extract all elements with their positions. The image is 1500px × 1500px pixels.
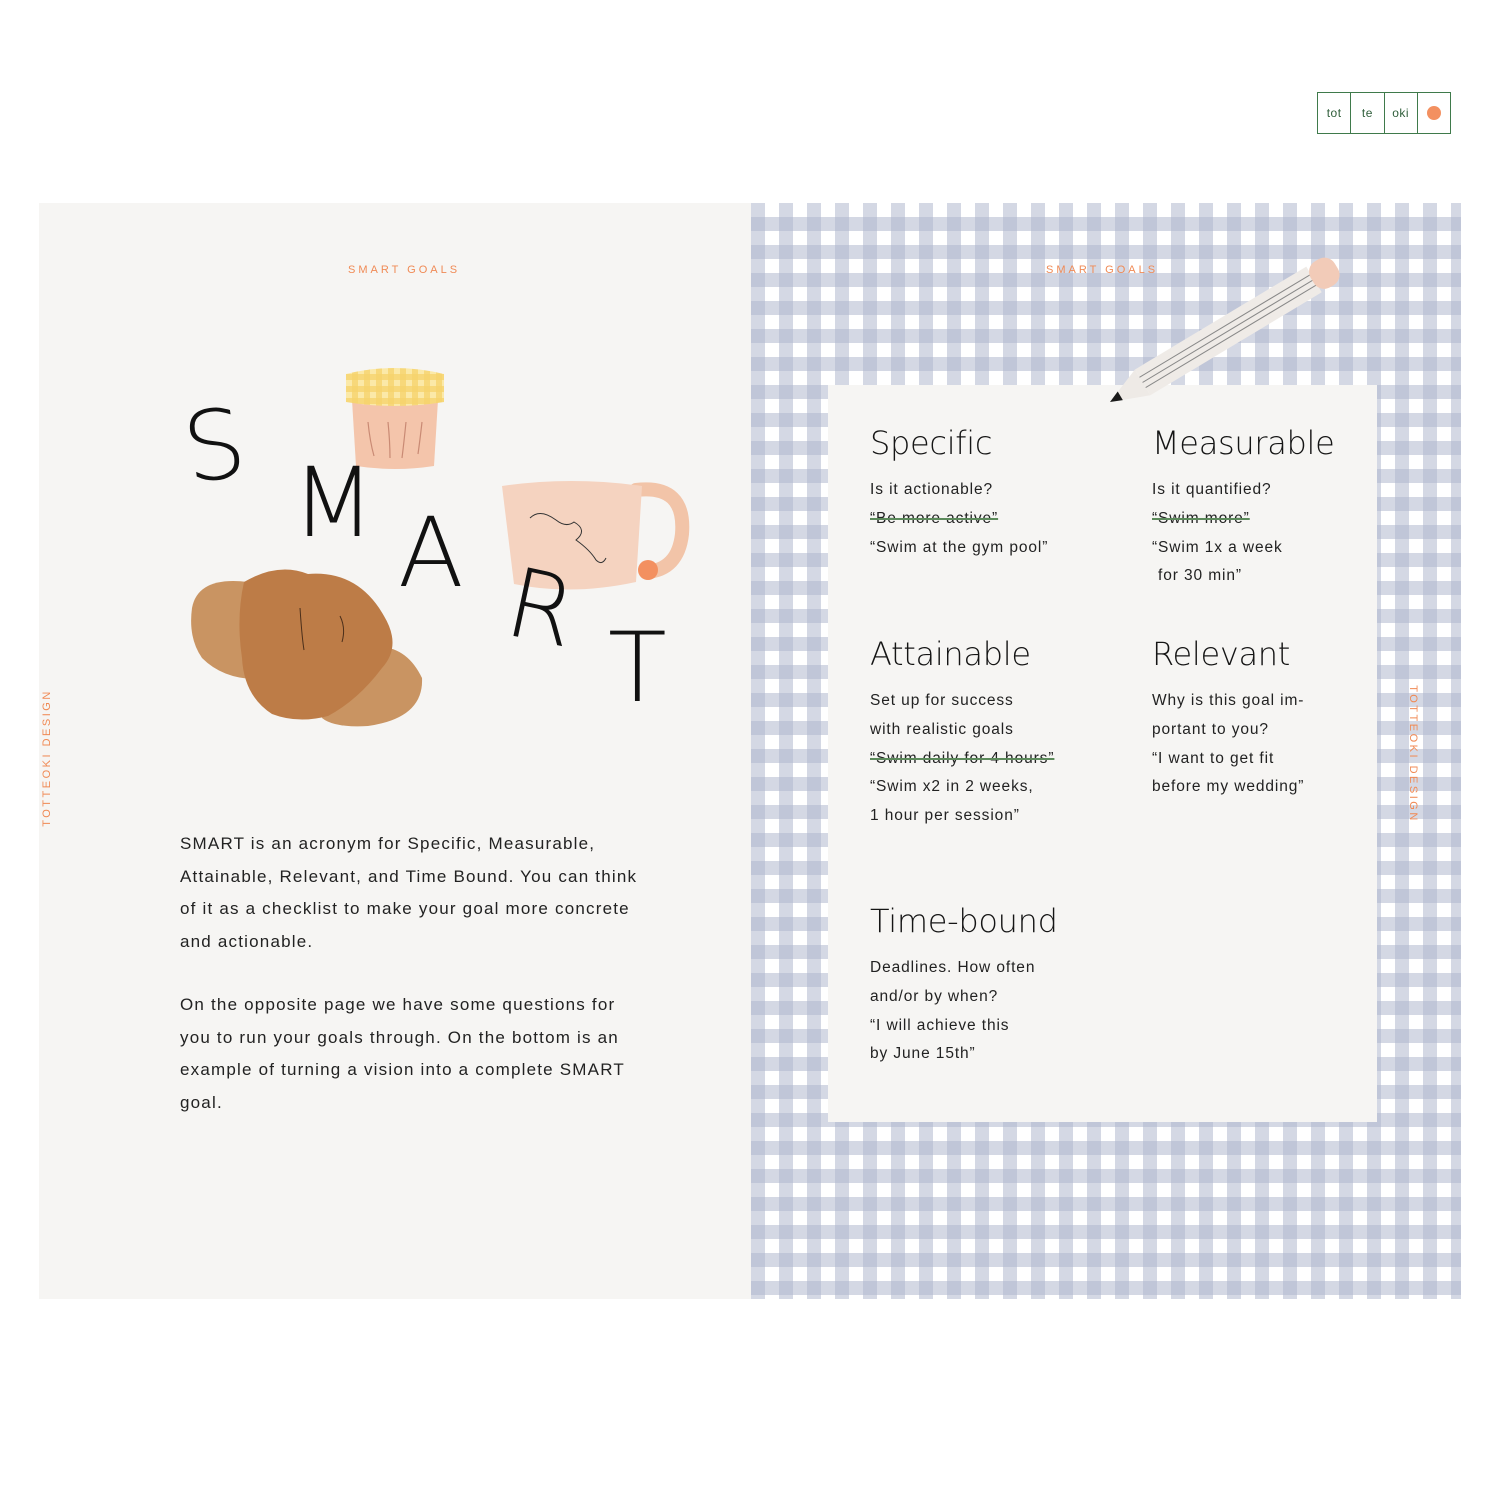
left-side-label: TOTTEOKI DESIGN <box>40 689 53 827</box>
item-line: Is it actionable? <box>870 481 994 498</box>
left-running-head: SMART GOALS <box>348 264 461 276</box>
item-line: before my wedding” <box>1152 778 1305 796</box>
item-title: Attainable <box>870 635 1031 673</box>
title-letter-a: A <box>398 497 464 609</box>
item-title: Relevant <box>1152 635 1291 673</box>
struck-example: “Swim daily for 4 hours” <box>870 749 1055 767</box>
item-line: 1 hour per session” <box>870 807 1020 825</box>
intro-paragraph: SMART is an acronym for Specific, Measurable, Attainable, Relevant, and Time Bound. You can think of it as a checklist to make your goal more concrete and actionable. <box>180 834 638 951</box>
logo-dot-icon <box>1427 106 1441 120</box>
smart-item-relevant <box>1152 635 1304 802</box>
item-line: for 30 min” <box>1158 567 1242 585</box>
right-running-head: SMART GOALS <box>1046 264 1159 276</box>
title-letter-s: S <box>176 386 253 506</box>
smart-item-time-bound <box>870 902 1058 1069</box>
item-line: with realistic goals <box>870 720 1014 738</box>
croissant-icon <box>188 568 428 730</box>
item-title: Measurable <box>1152 424 1335 462</box>
item-line: Set up for success <box>870 692 1014 709</box>
struck-example: “Be more active” <box>870 509 999 527</box>
smart-item-attainable <box>870 635 1054 831</box>
title-letter-r: R <box>497 546 586 670</box>
logo-dot-cell <box>1417 93 1451 133</box>
item-line: portant to you? <box>1152 720 1269 738</box>
title-letter-t: T <box>608 612 667 724</box>
item-title: Specific <box>870 424 993 462</box>
pencil-icon <box>1100 256 1354 408</box>
item-line: Deadlines. How often <box>870 959 1036 976</box>
instructions-paragraph: On the opposite page we have some questions for you to run your goals through. On the bottom is an example of turning a vision into a complete SMART goal. <box>180 995 625 1112</box>
item-line: Why is this goal im- <box>1152 692 1305 709</box>
brand-logo <box>1317 92 1451 134</box>
item-line: by June 15th” <box>870 1045 976 1063</box>
item-line: “Swim at the gym pool” <box>870 538 1049 556</box>
item-title: Time-bound <box>870 902 1058 940</box>
struck-example: “Swim more” <box>1152 509 1250 527</box>
item-line: “Swim x2 in 2 weeks, <box>870 778 1034 796</box>
item-line: Is it quantified? <box>1152 481 1272 498</box>
item-line: “I want to get fit <box>1152 749 1275 767</box>
item-line: “I will achieve this <box>870 1016 1010 1034</box>
title-letter-m: M <box>292 447 375 559</box>
right-side-label: TOTTEOKI DESIGN <box>1406 685 1419 823</box>
logo-part: oki <box>1384 93 1417 133</box>
item-line: and/or by when? <box>870 987 999 1005</box>
item-line: “Swim 1x a week <box>1152 538 1283 556</box>
logo-part: te <box>1350 93 1383 133</box>
smart-item-measurable <box>1152 424 1335 591</box>
logo-part: tot <box>1317 93 1350 133</box>
smart-item-specific <box>870 424 1048 562</box>
